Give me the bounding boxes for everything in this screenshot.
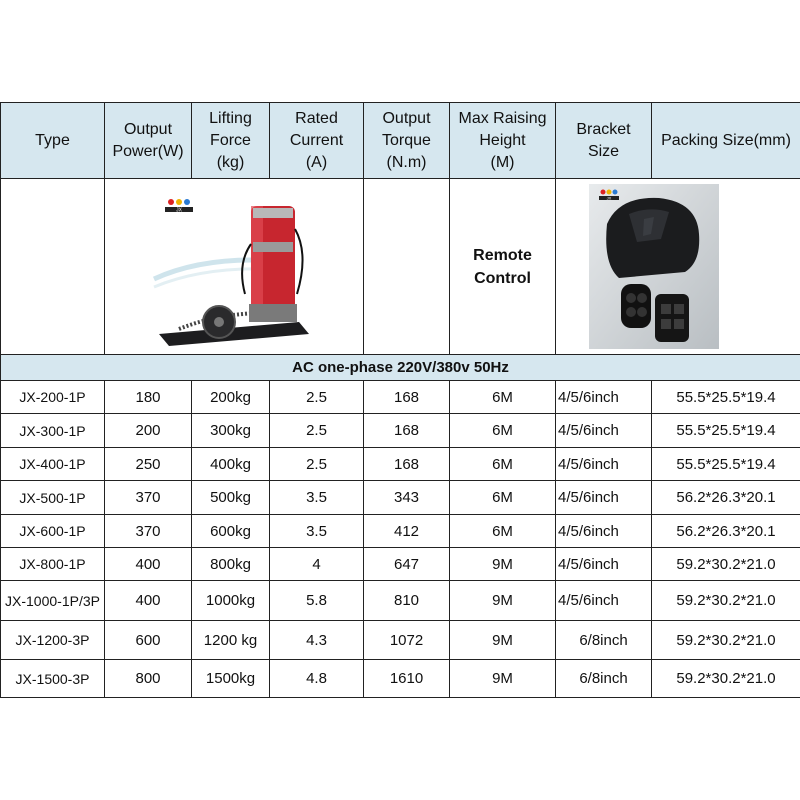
cell-packing-size: 59.2*30.2*21.0 — [652, 548, 800, 581]
column-header-type — [1, 103, 105, 179]
cell-rated-current: 4 — [270, 548, 364, 581]
cell-rated-current: 4.3 — [270, 621, 364, 660]
cell-type: JX-400-1P — [1, 448, 105, 481]
cell-output-torque: 647 — [364, 548, 450, 581]
empty-cell — [1, 179, 105, 355]
column-header-line: (kg) — [216, 153, 245, 171]
cell-type: JX-600-1P — [1, 515, 105, 548]
cell-packing-size: 55.5*25.5*19.4 — [652, 414, 800, 448]
column-header-line: Lifting — [209, 109, 252, 127]
image-row — [1, 179, 800, 355]
cell-max-raising-height: 6M — [450, 448, 556, 481]
table-row — [1, 515, 800, 548]
column-header-line: Type — [35, 131, 70, 149]
cell-type: JX-1000-1P/3P — [1, 581, 105, 621]
cell-bracket-size: 6/8inch — [556, 660, 652, 698]
table-row — [1, 660, 800, 698]
column-header-lifting-force — [192, 103, 270, 179]
cell-lifting-force: 300kg — [192, 414, 270, 448]
cell-output-torque: 168 — [364, 448, 450, 481]
roller-door-motor-image — [149, 184, 319, 349]
column-header-output-power — [105, 103, 192, 179]
cell-rated-current: 5.8 — [270, 581, 364, 621]
cell-max-raising-height: 9M — [450, 548, 556, 581]
cell-output-power: 180 — [105, 381, 192, 414]
svg-text:JX: JX — [176, 207, 182, 214]
column-header-line: Force — [210, 131, 251, 149]
cell-output-power: 800 — [105, 660, 192, 698]
cell-packing-size: 59.2*30.2*21.0 — [652, 660, 800, 698]
cell-lifting-force: 1200 kg — [192, 621, 270, 660]
cell-lifting-force: 1500kg — [192, 660, 270, 698]
cell-rated-current: 2.5 — [270, 381, 364, 414]
cell-output-power: 600 — [105, 621, 192, 660]
cell-output-power: 400 — [105, 548, 192, 581]
cell-type: JX-1500-3P — [1, 660, 105, 698]
cell-output-torque: 810 — [364, 581, 450, 621]
column-header-output-torque — [364, 103, 450, 179]
cell-type: JX-800-1P — [1, 548, 105, 581]
cell-output-power: 250 — [105, 448, 192, 481]
section-row — [1, 355, 800, 381]
cell-bracket-size: 4/5/6inch — [556, 581, 652, 621]
cell-rated-current: 4.8 — [270, 660, 364, 698]
table-row — [1, 448, 800, 481]
cell-max-raising-height: 6M — [450, 481, 556, 515]
header-row — [1, 103, 800, 179]
cell-packing-size: 56.2*26.3*20.1 — [652, 515, 800, 548]
cell-lifting-force: 400kg — [192, 448, 270, 481]
cell-output-torque: 168 — [364, 414, 450, 448]
cell-packing-size: 55.5*25.5*19.4 — [652, 381, 800, 414]
column-header-line: Bracket — [576, 120, 631, 138]
column-header-max-raising-height — [450, 103, 556, 179]
cell-output-torque: 1072 — [364, 621, 450, 660]
column-header-line: Packing Size(mm) — [661, 131, 791, 149]
cell-lifting-force: 1000kg — [192, 581, 270, 621]
cell-bracket-size: 4/5/6inch — [556, 381, 652, 414]
cell-type: JX-200-1P — [1, 381, 105, 414]
column-header-line: Current — [289, 131, 344, 149]
cell-packing-size: 59.2*30.2*21.0 — [652, 581, 800, 621]
cell-bracket-size: 6/8inch — [556, 621, 652, 660]
column-header-bracket-size — [556, 103, 652, 179]
cell-output-power: 200 — [105, 414, 192, 448]
cell-output-power: 400 — [105, 581, 192, 621]
cell-output-torque: 412 — [364, 515, 450, 548]
column-header-line: (N.m) — [386, 153, 427, 171]
column-header-rated-current — [270, 103, 364, 179]
cell-output-torque: 168 — [364, 381, 450, 414]
cell-max-raising-height: 9M — [450, 621, 556, 660]
column-header-line: Size — [587, 142, 620, 160]
table-row — [1, 581, 800, 621]
table-row — [1, 381, 800, 414]
table-row — [1, 621, 800, 660]
cell-lifting-force: 500kg — [192, 481, 270, 515]
cell-packing-size: 55.5*25.5*19.4 — [652, 448, 800, 481]
cell-bracket-size: 4/5/6inch — [556, 448, 652, 481]
cell-packing-size: 59.2*30.2*21.0 — [652, 621, 800, 660]
cell-output-power: 370 — [105, 515, 192, 548]
cell-max-raising-height: 6M — [450, 414, 556, 448]
column-header-line: Output — [382, 109, 431, 127]
spec-table — [0, 102, 800, 698]
cell-rated-current: 2.5 — [270, 414, 364, 448]
cell-rated-current: 3.5 — [270, 515, 364, 548]
cell-rated-current: 3.5 — [270, 481, 364, 515]
column-header-line: Height — [479, 131, 526, 149]
remote-control-label: Remote Control — [473, 246, 532, 287]
cell-output-torque: 1610 — [364, 660, 450, 698]
table-row — [1, 414, 800, 448]
column-header-line: Output — [123, 120, 173, 138]
cell-max-raising-height: 9M — [450, 660, 556, 698]
cell-rated-current: 2.5 — [270, 448, 364, 481]
cell-bracket-size: 4/5/6inch — [556, 414, 652, 448]
column-header-line: Power(W) — [112, 142, 184, 160]
column-header-line: (A) — [305, 153, 328, 171]
cell-output-torque: 343 — [364, 481, 450, 515]
cell-max-raising-height: 9M — [450, 581, 556, 621]
cell-packing-size: 56.2*26.3*20.1 — [652, 481, 800, 515]
section-title: AC one-phase 220V/380v 50Hz — [1, 355, 800, 381]
cell-bracket-size: 4/5/6inch — [556, 481, 652, 515]
empty-cell — [364, 179, 450, 355]
cell-lifting-force: 200kg — [192, 381, 270, 414]
cell-type: JX-300-1P — [1, 414, 105, 448]
column-header-line: Torque — [382, 131, 431, 149]
cell-output-power: 370 — [105, 481, 192, 515]
cell-type: JX-1200-3P — [1, 621, 105, 660]
cell-lifting-force: 600kg — [192, 515, 270, 548]
remote-label-cell — [450, 179, 556, 355]
cell-lifting-force: 800kg — [192, 548, 270, 581]
svg-text:JX: JX — [606, 195, 612, 201]
cell-type: JX-500-1P — [1, 481, 105, 515]
remote-control-image — [589, 184, 719, 349]
motor-image-cell — [105, 179, 364, 355]
cell-max-raising-height: 6M — [450, 381, 556, 414]
column-header-line: Rated — [295, 109, 338, 127]
table-row — [1, 548, 800, 581]
remote-image-cell — [556, 179, 800, 355]
cell-bracket-size: 4/5/6inch — [556, 515, 652, 548]
cell-max-raising-height: 6M — [450, 515, 556, 548]
table-row — [1, 481, 800, 515]
column-header-packing-size — [652, 103, 800, 179]
column-header-line: (M) — [490, 153, 515, 171]
column-header-line: Max Raising — [458, 109, 547, 127]
cell-bracket-size: 4/5/6inch — [556, 548, 652, 581]
